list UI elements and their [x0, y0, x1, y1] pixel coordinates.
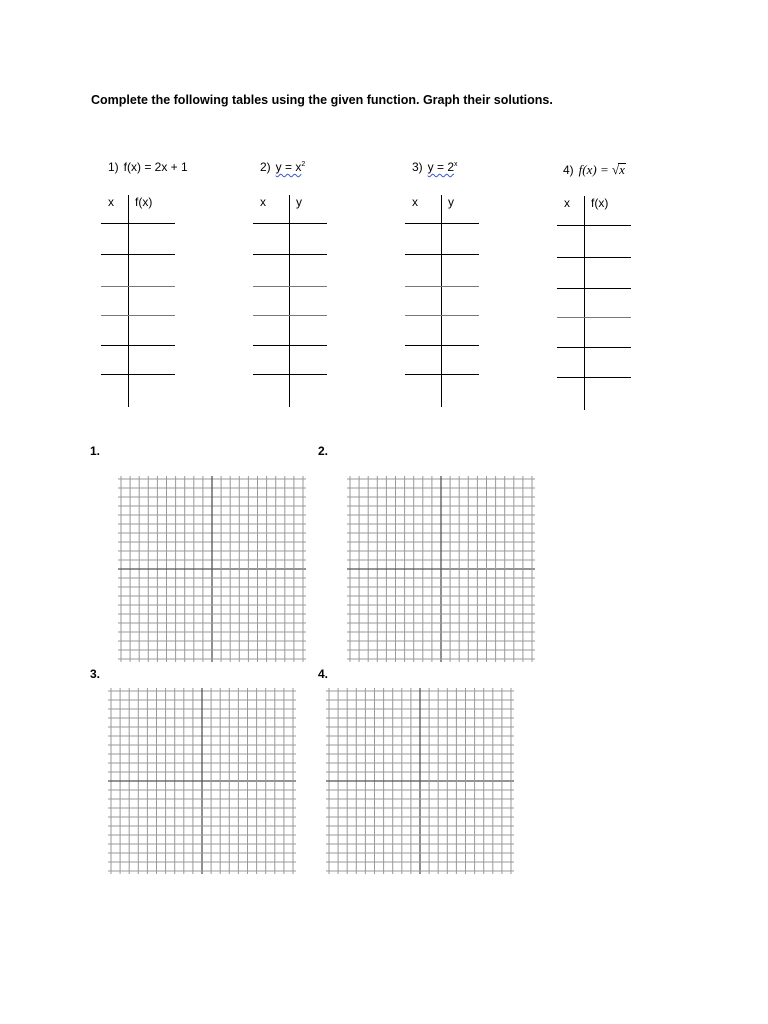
table-4-row-line — [557, 288, 631, 289]
table-2-row-line — [253, 254, 327, 255]
table-3 — [405, 195, 479, 407]
table-1 — [101, 195, 175, 407]
table-1-row-line — [101, 315, 175, 316]
function-4-radicand: x — [619, 162, 625, 177]
function-3-number: 3) — [412, 160, 423, 174]
function-4-expression: f(x) = — [578, 162, 612, 177]
table-3-row-line — [405, 254, 479, 255]
table-2-row-line — [253, 345, 327, 346]
function-3-expression: y = 2 — [427, 160, 455, 174]
table-1-row-line — [101, 254, 175, 255]
table-4-fx-header: f(x) — [591, 196, 609, 210]
graph-3-label: 3. — [90, 667, 101, 681]
function-2-heading — [260, 160, 305, 174]
table-2-row-line — [253, 286, 327, 287]
table-3-y-header: y — [448, 195, 454, 209]
worksheet-instructions: Complete the following tables using the given function. Graph their solutions. — [91, 93, 553, 107]
table-3-row-line — [405, 374, 479, 375]
graph-1-label: 1. — [90, 444, 101, 458]
table-3-row-line — [405, 345, 479, 346]
table-2-row-line — [253, 374, 327, 375]
function-1-number: 1) — [108, 160, 119, 174]
graph-4-label: 4. — [318, 667, 329, 681]
table-3-divider — [441, 195, 442, 407]
table-3-x-header: x — [412, 195, 418, 209]
function-2-expression: y = x — [275, 160, 302, 174]
function-3-exponent: x — [454, 161, 458, 168]
graph-2-grid — [347, 476, 535, 662]
table-3-row-line — [405, 286, 479, 287]
table-2-row-line — [253, 315, 327, 316]
table-1-row-line — [101, 345, 175, 346]
table-4-row-line — [557, 257, 631, 258]
table-4 — [557, 196, 631, 410]
table-4-row-line — [557, 225, 631, 226]
table-3-row-line — [405, 223, 479, 224]
function-3-heading — [412, 160, 458, 174]
table-2-row-line — [253, 223, 327, 224]
function-1-heading — [108, 160, 188, 174]
function-4-heading: 4) f(x) = √x — [563, 162, 625, 177]
table-2-x-header: x — [260, 195, 266, 209]
graph-3-grid — [108, 688, 296, 874]
table-1-row-line — [101, 223, 175, 224]
table-4-row-line — [557, 347, 631, 348]
table-1-x-header: x — [108, 195, 114, 209]
function-2-exponent: 2 — [301, 161, 306, 168]
graph-4-grid — [326, 688, 514, 874]
function-2-number: 2) — [260, 160, 271, 174]
table-1-row-line — [101, 374, 175, 375]
table-4-row-line — [557, 317, 631, 318]
graph-2-label: 2. — [318, 444, 329, 458]
table-2-y-header: y — [296, 195, 302, 209]
function-4-number: 4) — [563, 163, 574, 177]
function-1-expression: f(x) = 2x + 1 — [123, 160, 188, 174]
table-1-row-line — [101, 286, 175, 287]
table-2-divider — [289, 195, 290, 407]
table-1-divider — [128, 195, 129, 407]
table-2 — [253, 195, 327, 407]
table-4-row-line — [557, 377, 631, 378]
graph-1-grid — [118, 476, 306, 662]
table-3-row-line — [405, 315, 479, 316]
table-4-x-header: x — [564, 196, 570, 210]
table-1-fx-header: f(x) — [135, 195, 153, 209]
